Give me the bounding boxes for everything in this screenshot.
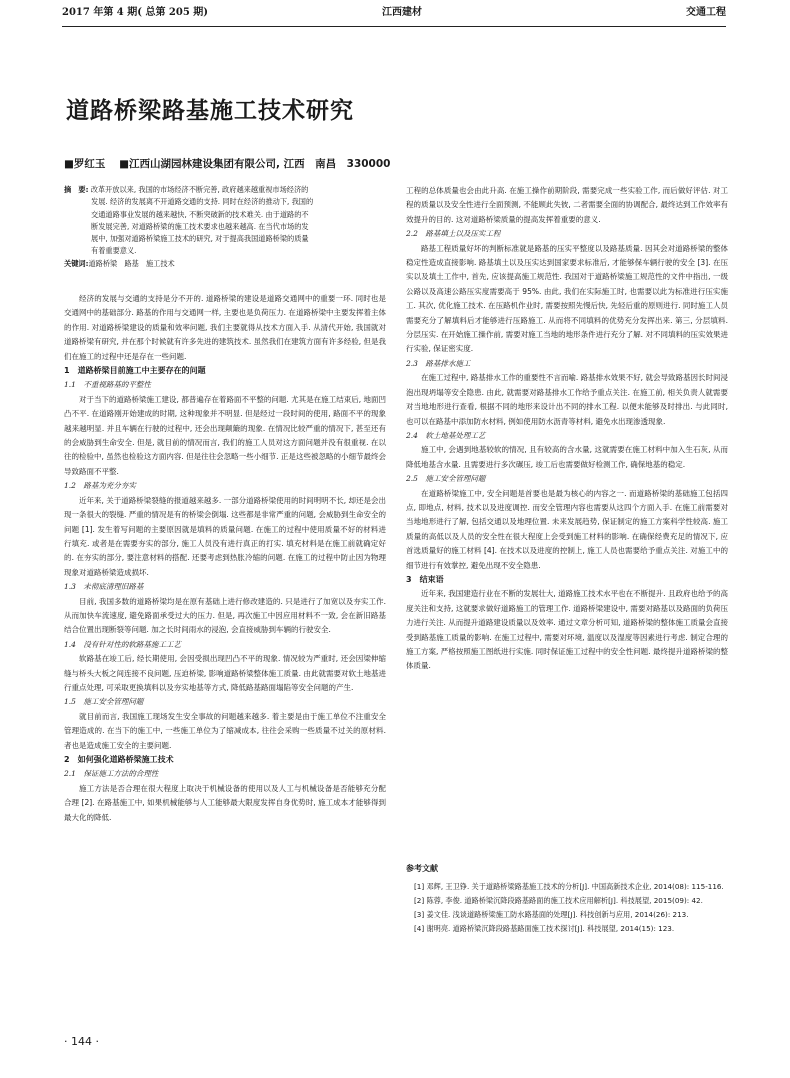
- header-journal: 2017 年第 4 期( 总第 205 期): [62, 7, 209, 18]
- header-section: 交通工程: [686, 7, 726, 18]
- section-heading: 2 如何强化道路桥梁施工技术: [64, 755, 174, 764]
- keywords-line: [64, 258, 394, 270]
- reference-item: [1] 邓辉, 王卫铮. 关于道路桥梁路基施工技术的分析[J]. 中国高新技术企业, 2014(08): 115-116.: [414, 881, 724, 891]
- body-column-left: [64, 292, 386, 825]
- references: [406, 862, 728, 936]
- subsection-heading: 2.4 软土地基处理工艺: [406, 430, 486, 440]
- subsection-heading: 2.3 路基排水施工: [406, 358, 471, 368]
- subsection-heading: 1.3 未彻底清理旧路基: [64, 582, 144, 592]
- paragraph: 工程的总体质量也会由此升高. 在施工操作前期阶段, 需要完成一些实验工作, 而后做好评估. 对工程的质量以及安全性进行全面预测, 不能顾此失彼, 二者需要全面的协调配合, 最终达到工作效率有效提升的目的. 这对道路桥梁质量的提高发挥着重要的意义.: [406, 186, 728, 224]
- keywords-label: 关键词:: [64, 258, 89, 268]
- author-line: [64, 156, 390, 171]
- page-number: · 144 ·: [64, 1035, 99, 1048]
- subsection-heading: 2.5 施工安全管理问题: [406, 474, 486, 484]
- reference-item: [4] 谢明亮. 道路桥梁沉降段路基路面施工技术探讨[J]. 科技展望, 2014(15): 123.: [414, 923, 675, 933]
- paragraph: 在道路桥梁施工中, 安全问题是首要也是最为核心的内容之一. 而道路桥梁的基础施工包括四点, 即地点, 材料, 技术以及进度调控. 而安全管理内容也需要从这四个方面入手. 在施工前需要对当地地形进行了解, 包括交通以及地理位置. 未来发展趋势, 保证制定的施工方案科学性较高. 施工质量的高低以及人员的安全性在很大程度上会受到施工材料的影响. 在确保经费充足的情况下, 应首选质量好的施工材料 [4]. 在技术以及进度的控制上, 施工人员也需要给予重点关注. 对施工中的细节进行有效掌控, 避免出现不安全隐患.: [406, 488, 728, 570]
- body-column-right: [406, 184, 728, 674]
- abstract: [64, 184, 394, 270]
- subsection-heading: 2.2 路基填土以及压实工程: [406, 229, 501, 239]
- abstract-line: 断发展完善, 对道路桥梁的施工技术要求也越来越高. 在当代市场的发: [91, 221, 309, 231]
- author-name: ■罗红玉: [64, 158, 106, 170]
- subsection-heading: 1.4 没有针对性的软路基施工工艺: [64, 639, 181, 649]
- paragraph: 目前, 我国多数的道路桥梁均是在原有基础上进行修改建造的. 只是进行了加宽以及夯实工作. 从而加快车流速度, 避免路面承受过大的压力. 但是, 再次施工中因应用材料不一致, 会在新旧路基结合位置出现断裂等问题. 加之长时间雨水的浸泡, 会直接威胁到车辆的行驶安全.: [64, 596, 386, 635]
- paragraph: 就目前而言, 我国施工现场发生安全事故的问题越来越多. 着主要是由于施工单位不注重安全管理造成的. 在当下的施工中, 一些施工单位为了缩减成本, 往往会采购一些质量不过关的原材料. 者也是造成施工安全的主要问题.: [64, 711, 386, 750]
- subsection-heading: 1.1 不重视路基的平整性: [64, 380, 151, 390]
- keywords: 道路桥梁 路基 施工技术: [88, 258, 175, 268]
- header-rule-top: [62, 26, 726, 27]
- article-title: 道路桥梁路基施工技术研究: [66, 98, 354, 124]
- subsection-heading: 2.1 保证施工方法的合理性: [64, 769, 159, 779]
- paragraph: 施工中, 会遇到地基较软的情况, 且有较高的含水量, 这就需要在施工材料中加入生石灰, 从而降低地基含水量. 且需要进行多次碾压, 竣工后也需要做好检测工作, 确保地基的稳定.: [406, 445, 728, 469]
- abstract-line: 摘 要: 改革开放以来, 我国的市场经济不断完善, 政府越来越重视市场经济的: [64, 185, 309, 194]
- paragraph: 施工方法是否合理在很大程度上取决于机械设备的使用以及人工与机械设备是否能够充分配合理 [2]. 在路基施工中, 如果机械能够与人工能够最大限度发挥自身优势时, 施工成本才能够得到最大化的降低.: [64, 783, 386, 822]
- abstract-label: 摘 要:: [64, 185, 89, 194]
- reference-item: [3] 姜文佳. 浅谈道路桥梁施工防水路基面的处理[J]. 科技创新与应用, 2014(26): 213.: [414, 909, 689, 919]
- header-center: 江西建材: [382, 7, 422, 18]
- section-heading: 1 道路桥梁目前施工中主要存在的问题: [64, 366, 206, 376]
- abstract-line: 展中, 加强对道路桥梁施工技术的研究, 对于提高我国道路桥梁的质量: [91, 234, 309, 244]
- section-heading: 3 结束语: [406, 574, 444, 584]
- subsection-heading: 1.2 路基为充分夯实: [64, 481, 136, 491]
- running-header: [62, 0, 726, 26]
- abstract-line: 交通道路事业发展的越来越快, 不断突破新的技术难关. 由于道路的不: [91, 209, 309, 219]
- references-heading: 参考文献: [406, 864, 438, 873]
- author-affiliation: ■江西山湖园林建设集团有限公司, 江西 南昌 330000: [119, 158, 391, 170]
- subsection-heading: 1.5 施工安全管理问题: [64, 697, 144, 707]
- abstract-line: 有着重要意义.: [91, 246, 137, 256]
- paragraph: 经济的发展与交通的支持是分不开的. 道路桥梁的建设是道路交通网中的重要一环. 同时也是交通网中的基础部分. 路基的作用与交通网一样, 主要也是负荷压力. 在道路桥梁中主要发挥着主体的作用. 对道路桥梁建设的质量和效率问题, 我们主要就得从技术方面入手. 从清代开始, 我国就对道路桥梁有研究, 并在那个时候就有许多先进的建筑技术. 虽然我们在建筑方面有许多经验, 但是我们在施工的过程中还是存在一些问题.: [64, 294, 386, 361]
- paragraph: 在施工过程中, 路基排水工作的重要性不言而喻. 路基排水效果不好, 就会导致路基因长时间浸泡出现坍塌等安全隐患. 由此, 就需要对路基排水工作给予重点关注. 在施工前, 相关负责人就需要对当地地形进行查看, 根据不同的地形来设计出不同的排水工程. 以便未能够及时排出. 与此同时, 也可以在路基中添加防水材料, 例如使用防水沥青等材料, 避免水出现渗透现象.: [406, 373, 728, 426]
- paragraph: 近年来, 我国建造行业在不断的发展壮大, 道路施工技术水平也在不断提升. 且政府也给予的高度关注和支持, 这就要求做好道路施工的管理工作. 道路桥梁建设中, 需要对路基以及路面的负荷压力进行关注. 从而提升道路建设质量以及效率. 通过文章分析可知, 道路桥梁的整体施工质量会直接受到路基施工质量的影响. 在施工过程中, 需要对环境, 温度以及湿度等因素进行考虑. 制定合理的施工方案, 严格按照施工图纸进行实施. 同时保证施工过程中的安全性问题. 最终提升道路桥梁的整体质量.: [406, 589, 728, 671]
- reference-item: [2] 陈蓉, 李俊. 道路桥梁沉降段路基路面的施工技术应用解析[J]. 科技展望, 2015(09): 42.: [414, 895, 703, 905]
- paragraph: 软路基在竣工后, 经长期使用, 会因受损出现凹凸不平的现象. 情况较为严重时, 还会因梁伸缩缝与桥头大板之间连接不良问题, 压迫桥梁, 影响道路桥梁整体施工质量. 由此就需要对软土地基进行重点处理, 可采取更换填料以及夯实地基等方式, 降低路基路面塌陷等安全问题的产生.: [64, 654, 386, 692]
- paragraph: 路基工程质量好坏的判断标准就是路基的压实平整度以及路基质量. 因其会对道路桥梁的整体稳定性造成直接影响. 路基填土以及压实达到国家要求标准后, 才能够保车辆行驶的安全 [3]. 在压实以及填土工作中, 首先, 应该提高施工规范性. 我国对于道路桥梁施工规范性的文件中指出, 一级公路以及高速公路压实度需要高于 95%. 由此, 我们在实际施工时, 也需要以此为标准进行压实施工. 其次, 优化施工技术. 在压路机作业时, 需要按照先慢后快, 先轻后重的原则进行. 同时施工人员需要充分了解填料后才能够进行压路施工. 从而将不同填料的优势充分发挥出来. 第三, 分层填料. 分层压实. 在开始施工操作前, 需要对施工当地的地形条件进行充分了解. 对不同填料的压实效果进行实验, 保证密实度.: [406, 243, 728, 354]
- abstract-line: 发展. 经济的发展离不开道路交通的支持. 同时在经济的推动下, 我国的: [91, 197, 314, 207]
- paragraph: 近年来, 关于道路桥梁裂缝的报道越来越多. 一部分道路桥梁使用的时间明明不长, 却还是会出现一条很大的裂缝. 严重的情况是有的桥梁会倒塌. 这些都是非常严重的问题, 会威胁到生命安全的问题 [1]. 发生着写问题的主要原因就是填料的质量问题. 在施工的过程中使用质量不好的材料进行填充. 或者是在需要夯实的部分, 施工人员没有进行真正的打实. 填充材料是在施工前就确定好的. 在夯实的部分, 要注意材料的搭配. 还要考虑到热胀冷缩的问题. 在施工的过程中防止因为物理现象对道路桥梁造成损坏.: [64, 495, 386, 577]
- paragraph: 对于当下的道路桥梁施工建设, 都普遍存在着路面不平整的问题. 尤其是在施工结束后, 地面凹凸不平. 在道路刚开始建成的时期, 这种现象并不明显. 但是经过一段时间的使用, 路面不平的现象越来越明显. 并且车辆在行驶的过程中, 还会出现颠簸的现象. 在情况比较严重的情况下, 甚至还有的会威胁到生命安全. 但是, 就目前的情况而言, 我们的施工人员对这方面问题并没有很重视. 在以往的检验中, 虽然也检验这方面内容. 但是往往会忽略一些小细节. 正是这些被忽略的小细节最终会导致路面不平整.: [64, 394, 386, 476]
